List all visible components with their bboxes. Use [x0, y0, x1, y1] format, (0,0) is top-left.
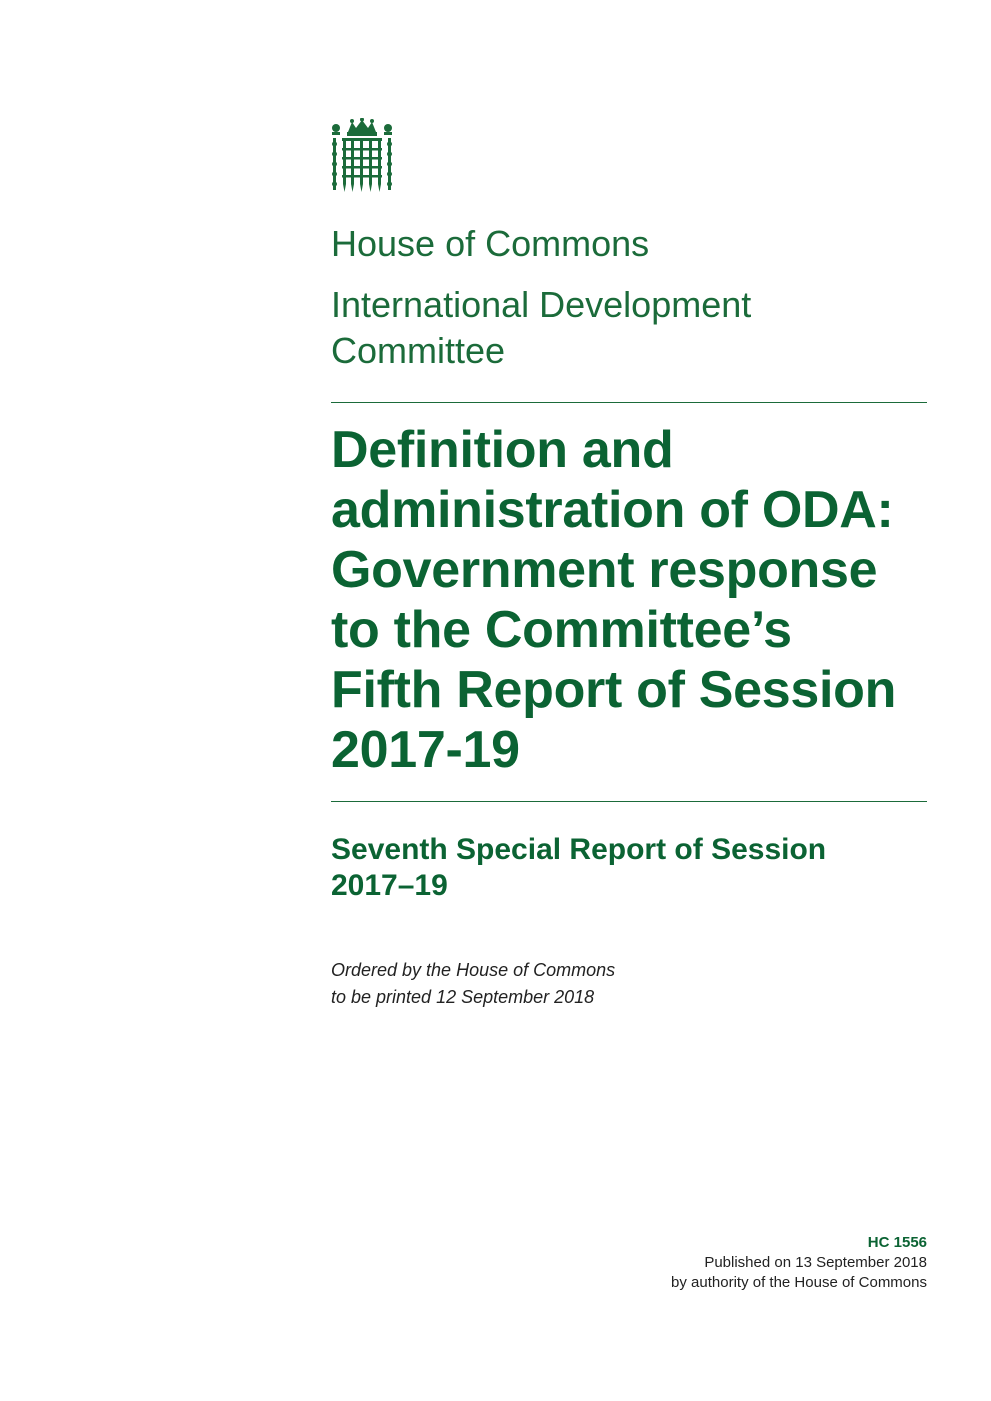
- ordered-line: Ordered by the House of Commons: [331, 960, 616, 980]
- ordered-note: [331, 957, 731, 1011]
- house-name: House of Commons: [331, 223, 650, 264]
- report-title: [331, 420, 931, 780]
- title-line: Definition and: [331, 421, 674, 479]
- portcullis-icon: [330, 118, 394, 196]
- divider-bottom: [331, 801, 927, 802]
- subtitle-line: 2017–19: [331, 869, 448, 902]
- ordered-line: to be printed 12 September 2018: [331, 987, 595, 1007]
- hc-number: HC 1556: [867, 1234, 927, 1251]
- title-line: 2017-19: [331, 721, 520, 779]
- title-line: administration of ODA:: [331, 481, 894, 539]
- report-subtitle: [331, 832, 891, 904]
- divider-top: [331, 402, 927, 403]
- subtitle-line: Seventh Special Report of Session: [331, 833, 827, 866]
- imprint: [527, 1233, 927, 1293]
- title-line: to the Committee’s: [331, 601, 792, 659]
- published-date: Published on 13 September 2018: [704, 1254, 927, 1271]
- committee-name: International Development Committee: [331, 284, 752, 371]
- title-line: Government response: [331, 541, 878, 599]
- authority-line: by authority of the House of Commons: [671, 1274, 927, 1291]
- title-line: Fifth Report of Session: [331, 661, 897, 719]
